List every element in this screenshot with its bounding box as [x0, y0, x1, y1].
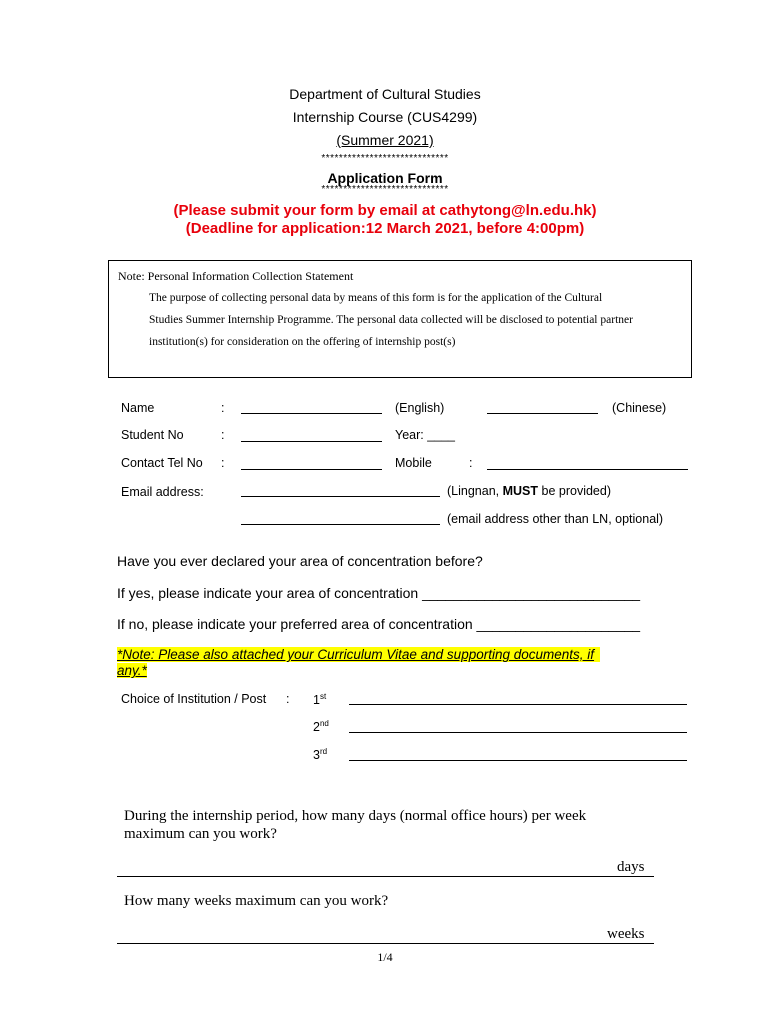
mobile-label: Mobile: [395, 456, 432, 470]
form-title: Application Form: [327, 170, 443, 186]
days-question-line-2: maximum can you work?: [124, 826, 277, 842]
submit-note: (Please submit your form by email at cathytong@ln.edu.hk): [173, 202, 597, 219]
weeks-question: How many weeks maximum can you work?: [124, 893, 389, 909]
deadline-note: (Deadline for application:12 March 2021, before 4:00pm): [185, 220, 585, 237]
term-title: [0, 132, 770, 148]
term-text: (Summer 2021): [336, 132, 434, 148]
name-english-input[interactable]: [241, 413, 382, 414]
mobile-colon: :: [469, 456, 473, 470]
lingnan-email-note: [447, 484, 611, 498]
student-no-colon: :: [221, 428, 225, 442]
choice-colon: :: [286, 692, 290, 706]
attachment-note: [117, 647, 600, 679]
choice-first-number: 1: [313, 693, 320, 708]
notice-heading: Note: Personal Information Collection Statement: [118, 269, 354, 283]
privacy-notice-box: [108, 260, 692, 378]
email-label: Email address:: [121, 485, 204, 499]
contact-tel-input[interactable]: [241, 469, 382, 470]
concentration-if-no[interactable]: If no, please indicate your preferred area of concentration _____________________: [117, 616, 641, 632]
notice-line-2: Studies Summer Internship Programme. The personal data collected will be disclosed to potential partner: [149, 314, 633, 326]
days-input[interactable]: [117, 876, 654, 877]
page-number: 1/4: [377, 950, 393, 964]
student-no-label: Student No: [121, 428, 184, 442]
mobile-input[interactable]: [487, 469, 688, 470]
concentration-if-yes[interactable]: If yes, please indicate your area of concentration ____________________________: [117, 585, 641, 601]
weeks-input[interactable]: [117, 943, 654, 944]
weeks-unit: weeks: [607, 926, 645, 942]
english-label: (English): [395, 401, 445, 415]
notice-line-3: institution(s) for consideration on the offering of internship post(s): [149, 336, 456, 348]
contact-tel-colon: :: [221, 456, 225, 470]
name-colon: :: [221, 401, 225, 415]
other-email-note: (email address other than LN, optional): [447, 512, 664, 526]
lingnan-email-input[interactable]: [241, 496, 440, 497]
chinese-label: (Chinese): [612, 401, 667, 415]
student-no-input[interactable]: [241, 441, 382, 442]
other-email-input[interactable]: [241, 524, 440, 525]
lingnan-suffix: be provided): [538, 484, 611, 498]
course-title: Internship Course (CUS4299): [292, 109, 478, 125]
notice-line-1: The purpose of collecting personal data by means of this form is for the application of the Cultural: [149, 292, 603, 304]
choice-1-input[interactable]: [349, 704, 687, 705]
choice-label: Choice of Institution / Post: [121, 692, 267, 706]
days-question-line-1: During the internship period, how many days (normal office hours) per week: [124, 808, 587, 824]
choice-second-suffix: nd: [319, 719, 329, 728]
lingnan-must: MUST: [502, 484, 539, 498]
choice-third-ordinal: [313, 747, 327, 762]
stars-divider-top: *****************************: [321, 153, 449, 164]
choice-first-ordinal: [313, 692, 326, 707]
concentration-question: Have you ever declared your area of concentration before?: [117, 553, 483, 569]
attachment-note-line-2: any.*: [117, 663, 147, 678]
choice-second-ordinal: [313, 719, 329, 734]
lingnan-prefix: (Lingnan,: [447, 484, 503, 498]
contact-tel-label: Contact Tel No: [121, 456, 203, 470]
choice-third-suffix: rd: [319, 747, 328, 756]
choice-third-number: 3: [313, 748, 320, 763]
attachment-note-line-1: *Note: Please also attached your Curriculum Vitae and supporting documents, if: [117, 647, 600, 662]
department-title: Department of Cultural Studies: [289, 86, 481, 102]
year-label[interactable]: Year: ____: [395, 428, 456, 442]
name-label: Name: [121, 401, 155, 415]
days-unit: days: [617, 859, 645, 875]
choice-second-number: 2: [313, 720, 320, 735]
name-chinese-input[interactable]: [487, 413, 598, 414]
choice-first-suffix: st: [319, 692, 327, 701]
choice-2-input[interactable]: [349, 732, 687, 733]
stars-divider-bottom: *****************************: [321, 184, 449, 195]
choice-3-input[interactable]: [349, 760, 687, 761]
